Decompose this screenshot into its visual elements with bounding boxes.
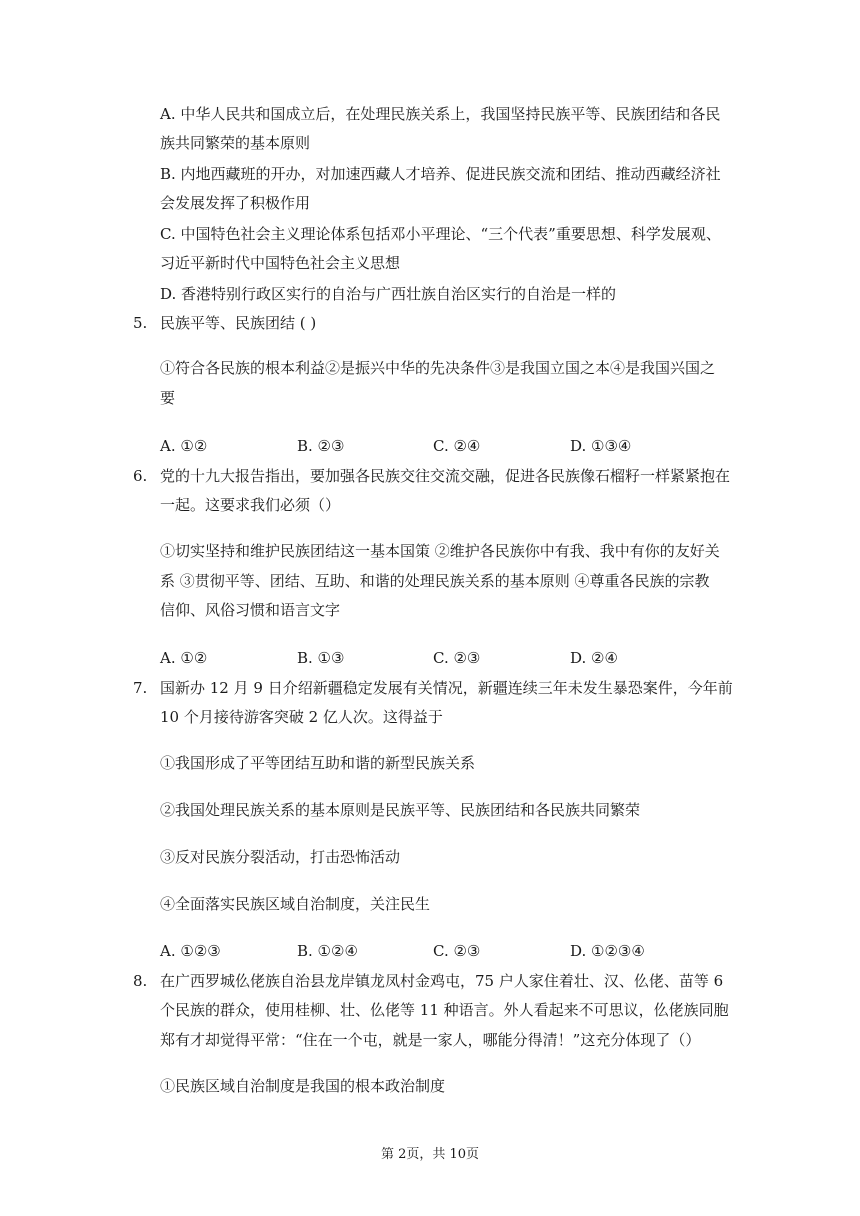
q6-statements-line2: 系 ③贯彻平等、团结、互助、和谐的处理民族关系的基本原则 ④尊重各民族的宗教 — [160, 572, 710, 590]
q7-option-a: A. ①②③ — [160, 942, 221, 960]
q5-stem: 民族平等、民族团结 ( ) — [160, 314, 317, 332]
q7-option-d: D. ①②③④ — [570, 942, 645, 960]
q5-option-c: C. ②④ — [433, 437, 481, 455]
q5-statements-line2: 要 — [160, 389, 176, 407]
q6-option-d: D. ②④ — [570, 649, 618, 667]
q6-statements-line1: ①切实坚持和维护民族团结这一基本国策 ②维护各民族你中有我、我中有你的友好关 — [160, 542, 720, 560]
q6-option-c: C. ②③ — [433, 649, 481, 667]
q7-statement-4: ④全面落实民族区域自治制度，关注民生 — [160, 895, 431, 913]
q8-stem-line3: 郑有才却觉得平常：“住在一个屯，就是一家人，哪能分得清！”这充分体现了（） — [160, 1031, 701, 1049]
q8-stem-line1: 在广西罗城仫佬族自治县龙岸镇龙凤村金鸡屯，75 户人家住着壮、汉、仫佬、苗等 6 — [160, 972, 724, 990]
q6-option-a: A. ①② — [160, 649, 208, 667]
q4-option-c-line2: 习近平新时代中国特色社会主义思想 — [160, 254, 401, 272]
q5-option-a: A. ①② — [160, 437, 208, 455]
q7-option-b: B. ①②④ — [297, 942, 358, 960]
q5-option-b: B. ②③ — [297, 437, 345, 455]
q5-option-d: D. ①③④ — [570, 437, 632, 455]
q4-option-a-line2: 族共同繁荣的基本原则 — [160, 134, 311, 152]
q7-number: 7. — [133, 679, 148, 697]
q7-statement-3: ③反对民族分裂活动，打击恐怖活动 — [160, 848, 401, 866]
q4-option-b-line2: 会发展发挥了积极作用 — [160, 194, 311, 212]
q4-option-d-line1: D. 香港特别行政区实行的自治与广西壮族自治区实行的自治是一样的 — [160, 285, 617, 303]
q8-number: 8. — [133, 972, 148, 990]
q6-stem-line2: 一起。这要求我们必须（） — [160, 496, 341, 514]
q6-stem-line1: 党的十九大报告指出，要加强各民族交往交流交融，促进各民族像石榴籽一样紧紧抱在 — [160, 467, 731, 485]
q4-option-b-line1: B. 内地西藏班的开办，对加速西藏人才培养、促进民族交流和团结、推动西藏经济社 — [160, 165, 721, 183]
q7-option-c: C. ②③ — [433, 942, 481, 960]
q4-option-c-line1: C. 中国特色社会主义理论体系包括邓小平理论、“三个代表”重要思想、科学发展观、 — [160, 225, 721, 243]
q7-stem-line1: 国新办 12 月 9 日介绍新疆稳定发展有关情况，新疆连续三年未发生暴恐案件，今年前 — [160, 679, 733, 697]
q5-number: 5. — [133, 314, 148, 332]
q6-statements-line3: 信仰、风俗习惯和语言文字 — [160, 601, 341, 619]
q7-statement-1: ①我国形成了平等团结互助和谐的新型民族关系 — [160, 754, 476, 772]
q6-option-b: B. ①③ — [297, 649, 345, 667]
q4-option-a-line1: A. 中华人民共和国成立后，在处理民族关系上，我国坚持民族平等、民族团结和各民 — [160, 105, 721, 123]
q7-statement-2: ②我国处理民族关系的基本原则是民族平等、民族团结和各民族共同繁荣 — [160, 801, 641, 819]
q6-number: 6. — [133, 467, 148, 485]
q8-statement-1: ①民族区域自治制度是我国的根本政治制度 — [160, 1077, 446, 1095]
q7-stem-line2: 10 个月接待游客突破 2 亿人次。这得益于 — [160, 708, 443, 726]
q8-stem-line2: 个民族的群众，使用桂柳、壮、仫佬等 11 种语言。外人看起来不可思议，仫佬族同胞 — [160, 1001, 729, 1019]
page-footer: 第 2页，共 10页 — [380, 1147, 480, 1162]
q5-statements-line1: ①符合各民族的根本利益②是振兴中华的先决条件③是我国立国之本④是我国兴国之 — [160, 359, 716, 377]
